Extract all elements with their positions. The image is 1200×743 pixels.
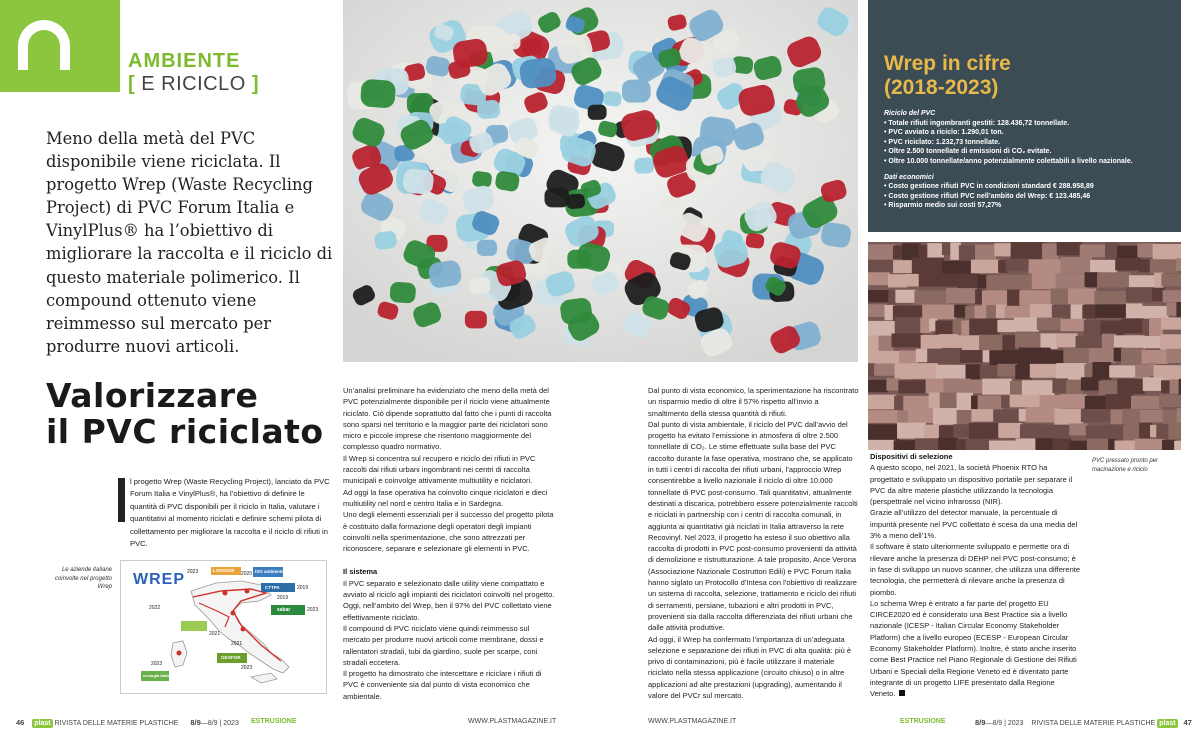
bale-strip — [1109, 365, 1137, 377]
bale-strip — [1111, 409, 1125, 424]
bale-strip — [1056, 333, 1078, 347]
pellet — [465, 311, 487, 329]
bale-strip — [886, 378, 900, 390]
map-year-2: 2020 — [241, 571, 253, 577]
bale-strip — [1082, 305, 1097, 319]
stats-item: • Risparmio medio sui costi 57,27% — [884, 202, 1002, 210]
map-year-10: 2023 — [241, 665, 253, 671]
bale-strip — [868, 304, 887, 317]
bale-strip — [1066, 380, 1083, 395]
footer-url-right[interactable]: WWW.PLASTMAGAZINE.IT — [648, 718, 737, 725]
paragraph: Il progetto ha dimostrato che intercettare e riciclare i rifiuti di PVC è conveniente sia dal punto di vista economico che ambientale. — [343, 669, 542, 701]
page-number-right: 47 — [1183, 718, 1192, 727]
bale-strip — [1166, 349, 1181, 363]
body-column-2 — [648, 385, 860, 701]
bale-strip — [893, 260, 914, 273]
bale-strip — [971, 260, 1000, 274]
bale-strip — [919, 273, 943, 287]
bale-strip — [926, 379, 946, 394]
issue-number: 8/9 — [190, 718, 201, 727]
bale-strip — [1035, 438, 1054, 450]
bale-strip — [1015, 333, 1042, 349]
paragraph: Il Wrep si concentra sul recupero e riciclo dei rifiuti in PVC raccolti dai rifiuti urbani ingombranti nei centri di raccolta municipali e coinvolge attivamente multiutility e riciclatori. — [343, 453, 536, 486]
bale-strip — [1129, 275, 1156, 288]
stats-item: • Oltre 2.500 tonnellate di emissioni di CO₂ evitate. — [884, 148, 1052, 156]
bale-strip — [868, 424, 899, 440]
bale-strip — [1052, 378, 1068, 393]
pellet — [360, 79, 396, 109]
bale-strip — [994, 243, 1012, 256]
stats-item: • Oltre 10.000 tonnellate/anno potenzialmente colettabili a livello nazionale. — [884, 157, 1133, 165]
bale-strip — [1026, 407, 1057, 422]
bale-strip — [971, 409, 995, 421]
subheading-sistema: Il sistema — [343, 567, 378, 577]
bale-strip — [1142, 350, 1169, 364]
map-caption: Le aziende italiane coinvolte nel progetto Wrep — [54, 567, 112, 590]
section-label: AMBIENTE — [128, 50, 241, 72]
company-logo-6: ecologia Italia — [143, 673, 170, 678]
bale-strip — [927, 349, 947, 364]
end-mark-icon — [899, 690, 905, 696]
bale-strip — [1040, 395, 1063, 409]
bale-strip — [1051, 288, 1070, 306]
bale-strip — [894, 440, 917, 450]
article-title: Valorizzare il PVC riciclato — [46, 376, 324, 451]
bale-strip — [997, 320, 1016, 332]
bale-strip — [1040, 333, 1057, 349]
footer-url-left[interactable]: WWW.PLASTMAGAZINE.IT — [468, 718, 557, 725]
bale-strip — [969, 379, 984, 393]
bale-strip — [888, 274, 907, 287]
bale-strip — [1007, 289, 1021, 307]
bale-strip — [1037, 318, 1063, 331]
bale-strip — [1010, 395, 1042, 408]
company-logo-5: GEOFOR — [221, 655, 241, 660]
pellet — [745, 233, 765, 250]
stats-item: • Costo gestione rifiuti PVC in condizioni standard € 288.958,89 — [884, 183, 1094, 191]
bale-strip — [1060, 257, 1092, 273]
bale-strip — [868, 272, 890, 285]
bale-strip — [895, 363, 913, 379]
pellet — [476, 99, 500, 119]
bale-strip — [1060, 319, 1085, 331]
bale-strip — [938, 438, 958, 450]
bale-strip — [1095, 304, 1128, 317]
bale-strip — [1179, 379, 1181, 395]
bale-strip — [1153, 244, 1181, 261]
bale-strip — [993, 409, 1021, 424]
stats-heading-economic: Dati economici — [884, 173, 934, 181]
bale-strip — [1137, 243, 1154, 257]
bale-strip — [868, 380, 888, 392]
bale-strip — [998, 423, 1022, 438]
bale-strip — [868, 290, 890, 302]
paragraph: Il compound di PVC riciclato viene quindi reimmesso sul mercato per produrre nuovi articoli come membrane, dossi e rallentatori stradali, tubi da giardino, suole per scarpe, coni stradali eccetera. — [343, 623, 544, 667]
bale-strip — [1068, 288, 1096, 304]
bale-strip — [1015, 365, 1031, 379]
bale-strip — [933, 408, 959, 425]
bale-strip — [916, 349, 929, 362]
pellets-image — [343, 0, 858, 362]
bale-strip — [942, 261, 973, 276]
paragraph: Grazie all’utilizzo del detector manuale, la percentuale di impurità presente nel PVC collettato è scesa da una media del 3% a meno dell’1%. — [870, 508, 1078, 541]
bale-strip — [1071, 304, 1085, 320]
bale-strip — [1081, 409, 1113, 422]
bale-strip — [1160, 334, 1181, 350]
footer-section-right: ESTRUSIONE — [900, 718, 946, 725]
bale-strip — [1057, 242, 1082, 255]
bale-strip — [1114, 335, 1145, 349]
bale-strip — [1085, 396, 1108, 409]
stats-item: • PVC avviato a riciclo: 1.290,01 ton. — [884, 129, 1004, 137]
bale-strip — [1094, 291, 1128, 304]
map-year-4: 2022 — [149, 605, 161, 611]
stats-box-title: Wrep in cifre (2018-2023) — [884, 52, 1011, 99]
map-year-8: 2021 — [231, 641, 243, 647]
footer-left — [16, 718, 239, 728]
bale-strip — [897, 423, 926, 439]
bale-strip — [910, 363, 937, 379]
bale-strip — [905, 274, 920, 287]
body-column-3 — [870, 451, 1082, 700]
bale-strip — [922, 305, 956, 320]
bale-strip — [989, 441, 1018, 450]
bale-strip — [1001, 275, 1034, 291]
bale-strip — [1176, 258, 1181, 271]
bale-strip — [868, 244, 895, 261]
bale-strip — [1162, 440, 1176, 450]
bale-strip — [1131, 396, 1161, 409]
bale-strip — [1010, 381, 1024, 396]
pvc-pellets-photo — [343, 0, 858, 362]
bale-strip — [912, 258, 944, 274]
subheading-dispositivi: Dispositivi di selezione — [870, 452, 953, 461]
bale-strip — [902, 243, 921, 260]
paragraph: Lo schema Wrep è entrato a far parte del progetto EU CIRCE2020 ed è considerato una Best Practice sia a livello nazionale (ICESP - Italian Circular Economy Stakeholder Platform) che a livello europeo (ECESP - European Circular Economy Stakeholder Platform). Inoltre, è stato anche inserito come Best Practice nel Piano Regionale di Gestione dei Rifiuti Urbani e Speciali della Regione Veneto ed è diventato parte integrante di un progetto LIFE presentato dalla Regione Veneto. — [870, 598, 1077, 699]
bale-strip — [982, 379, 1012, 395]
bale-strip — [1121, 348, 1144, 365]
bale-strip — [1019, 348, 1051, 366]
bale-strip — [1102, 424, 1125, 440]
stats-item: • PVC riciclato: 1.232,73 tonnellate. — [884, 138, 1001, 146]
bale-strip — [1089, 348, 1116, 363]
body-column-1 — [343, 385, 556, 702]
bale-strip — [1019, 290, 1052, 305]
map-year-5: 2019 — [277, 595, 289, 601]
bale-strip — [1060, 394, 1086, 408]
bale-strip — [979, 335, 1004, 352]
bale-strip — [957, 410, 974, 424]
bale-strip — [1102, 334, 1116, 350]
bale-strip — [1150, 259, 1178, 273]
bale-strip — [975, 305, 989, 318]
pellet — [588, 105, 607, 120]
bale-strip — [868, 395, 896, 410]
pellet — [389, 281, 416, 303]
bale-strip — [997, 364, 1017, 377]
footer-section-left: ESTRUSIONE — [251, 718, 297, 725]
bale-strip — [945, 348, 962, 364]
bale-strip — [1005, 306, 1032, 318]
bale-strip — [878, 336, 893, 353]
company-logo-4: sabar — [277, 607, 291, 613]
map-year-7: 2021 — [209, 631, 221, 637]
stats-item: • Costo gestione rifiuti PVC nell’ambito del Wrep: € 123.485,46 — [884, 192, 1091, 200]
bale-strip — [874, 363, 896, 375]
bale-strip — [1163, 290, 1181, 302]
map-year-9: 2023 — [151, 661, 163, 667]
paragraph: Uno degli elementi essenziali per il successo del progetto pilota è costituito dalla formazione degli operatori degli impianti coinvolti nella sperimentazione, che sono attrezzati per riconoscere, separare e selezionare gli elementi in PVC. — [343, 510, 554, 554]
bale-strip — [953, 424, 971, 437]
bale-strip — [969, 423, 1000, 439]
company-logo-2: ISO ambiente — [255, 569, 284, 574]
bale-strip — [946, 288, 977, 303]
bale-strip — [1176, 302, 1181, 318]
bale-strip — [975, 244, 996, 259]
magazine-name: RIVISTA DELLE MATERIE PLASTICHE — [1031, 720, 1156, 727]
bale-strip — [891, 333, 922, 347]
bale-strip — [1159, 395, 1181, 407]
bale-strip — [1032, 272, 1058, 289]
stats-box — [868, 0, 1181, 232]
bale-strip — [1052, 439, 1071, 450]
photo-caption: PVC pressato pronto per macinazione e riciclo — [1092, 458, 1159, 473]
section-sublabel: [ E RICICLO ] — [128, 73, 259, 95]
bale-strip — [1161, 317, 1181, 329]
bale-strip — [1056, 363, 1086, 380]
bale-strip — [969, 319, 999, 336]
bale-strip — [924, 425, 941, 440]
pellet — [402, 168, 435, 195]
paragraph: Ad oggi, il Wrep ha confermato l’importanza di un’adeguata selezione e separazione dei rifiuti in PVC di alta qualità: più è privo di contaminazioni, più è facile utilizzare il materiale riciclato nella stessa applicazione (circuito chiuso) o in altre applicazioni ad alte prestazioni (upgrading), aumentando il valore del PVCr sul mercato. — [648, 634, 852, 701]
bale-strip — [1126, 303, 1143, 319]
bale-strip — [1030, 364, 1058, 378]
bale-strip — [1005, 259, 1030, 272]
bale-strip — [1143, 377, 1163, 391]
bale-strip — [939, 334, 957, 348]
page-number-left: 46 — [16, 718, 25, 727]
bale-strip — [1174, 441, 1181, 450]
bale-strip — [1115, 258, 1141, 271]
plast-logo-left: plast — [34, 720, 51, 727]
magazine-name: RIVISTA DELLE MATERIE PLASTICHE — [54, 720, 179, 727]
bale-strip — [1022, 380, 1054, 397]
bale-strip — [915, 438, 940, 450]
stats-item: • Totale rifiuti ingombranti gestiti: 128.436,72 tonnellate. — [884, 119, 1070, 127]
stats-heading-recycling: Riciclo del PVC — [884, 110, 936, 117]
bale-strip — [1069, 441, 1089, 450]
pellet — [518, 57, 557, 90]
bale-strip — [895, 290, 916, 303]
bale-strip — [1140, 410, 1165, 423]
paragraph: Dal punto di vista economico, la sperimentazione ha riscontrato un risparmio medio di oltre il 57% rispetto all’invio a smaltimento della stessa quantità di rifiuti. — [648, 386, 859, 418]
bale-strip — [1117, 379, 1144, 394]
bale-strip — [868, 440, 896, 450]
stats-box-body — [884, 109, 1174, 211]
section-badge-shape — [18, 20, 70, 70]
bale-strip — [1086, 426, 1104, 441]
bales-image — [868, 242, 1181, 450]
issue-date: —8/9 | 2023 — [200, 720, 239, 727]
wrep-logo: WREP — [133, 571, 185, 588]
bale-strip — [941, 274, 959, 287]
bale-strip — [1122, 318, 1144, 333]
bale-strip — [966, 364, 982, 380]
bale-strip — [1002, 335, 1017, 352]
company-logo-1: LONGONI — [213, 568, 234, 573]
bale-strip — [1092, 362, 1111, 380]
bale-strip — [1085, 272, 1099, 287]
bale-strip — [1143, 336, 1163, 348]
paragraph: Ad oggi la fase operativa ha coinvolto cinque riciclatori e dieci multiutility nel nord e centro Italia e in Sardegna. — [343, 487, 548, 508]
bale-strip — [868, 260, 895, 273]
bale-strip — [1080, 245, 1107, 258]
bale-strip — [1069, 423, 1088, 435]
footer-right — [975, 718, 1192, 728]
pellet — [545, 188, 570, 208]
pellet — [469, 277, 490, 295]
bale-strip — [1126, 287, 1154, 302]
pellet — [622, 79, 651, 102]
pvc-bales-photo — [868, 242, 1181, 450]
bale-strip — [1135, 439, 1164, 450]
bale-strip — [1105, 242, 1119, 259]
italy-map-figure — [120, 560, 327, 694]
map-year-6: 2023 — [307, 607, 319, 613]
pellet — [603, 90, 623, 107]
bale-strip — [895, 317, 923, 335]
bale-strip — [1161, 274, 1181, 287]
bale-strip — [1149, 318, 1163, 336]
paragraph: A questo scopo, nel 2021, la società Phoenix RTO ha progettato e sviluppato un dispositivo portatile per separare il PVC da altre materie plastiche utilizzando la tecnologia (perspettrale nel vicino infrarosso (NIR). — [870, 463, 1073, 507]
bale-strip — [1029, 259, 1063, 273]
bale-strip — [940, 393, 959, 410]
bale-strip — [1042, 244, 1059, 262]
issue-date: —8/9 | 2023 — [985, 720, 1024, 727]
bale-strip — [1014, 317, 1039, 331]
bale-strip — [1168, 422, 1181, 439]
bale-strip — [1076, 336, 1104, 349]
bale-strip — [1099, 381, 1120, 395]
bale-strip — [935, 321, 954, 335]
paragraph: Dal punto di vista ambientale, il riciclo del PVC dall’avvio del progetto ha evitato l’emissione in atmosfera di oltre 2.500 tonnellate di CO₂. Le stime effettuate sulla base del PVC raccolto durante la fase operativa, mostrano che, se applicato in tutti i centri di raccolta dei rifiuti urbani, l’approccio Wrep consentirebbe a livello nazionale il riciclo di oltre 10.000 tonnellate di PVC post-consumo. Tali quantitativi, attualmente destinati a discarica, potrebbero essere potenzialmente raccolti e riciclati in partnership con i centri di raccolta comunali, in aggiunta ai quantitativi già riciclati in Italia attraverso la rete Recovinyl. Nel 2023, il progetto ha esteso il suo obiettivo alla raccolta di prodotti in PVC post-consumo provenienti da attività di demolizione e ristrutturazione. A tale proposito, Ance Verona (Associazione Nazionale Costruttori Edili) e PVC Forum Italia hanno siglato un Protocollo d’Intesa con l’obiettivo di realizzare un sistema di raccolta, selezione, trattamento e riciclo dei rifiuti di serramenti, persiane, tubazioni e altri prodotti in PVC, provenienti sia dalla raccolta differenziata dei rifiuti urbani che dalle attività produttive. — [648, 419, 858, 633]
bale-strip — [1084, 320, 1103, 336]
bale-strip — [1097, 272, 1131, 287]
bale-strip — [936, 365, 968, 380]
map-year-3: 2019 — [297, 585, 309, 591]
bale-strip — [1016, 438, 1038, 450]
pellet — [634, 157, 654, 174]
intro-paragraph: l progetto Wrep (Waste Recycling Project), lanciato da PVC Forum Italia e VinylPlus®, ha l’obiettivo di definire le quantità di PVC disponibili per il riciclo in Italia, valutare i quantitativi al momento riciclati e definire schemi pilota di collettamento per migliorare la raccolta e il riciclo di rifiuti in PVC. — [130, 477, 330, 549]
pellet — [477, 240, 497, 256]
bale-strip — [1087, 439, 1110, 450]
issue-number: 8/9 — [975, 718, 986, 727]
bale-strip — [957, 393, 973, 410]
pellet — [501, 34, 520, 49]
bale-strip — [986, 275, 1002, 292]
paragraph: Il PVC separato e selezionato dalle utility viene compattato e avviato al riciclo agli impianti dei riciclatori coinvolti nel progetto. Oggi, nell’ambito del Wrep, ben il 97% del PVC collettato viene effettivamente riciclato. — [343, 578, 555, 622]
bale-strip — [1052, 305, 1073, 320]
bale-strip — [868, 410, 899, 423]
bale-strip — [1115, 441, 1137, 450]
bale-strip — [957, 273, 979, 289]
map-year-1: 2023 — [187, 569, 199, 575]
paragraph: Il software è stato ulteriormente sviluppato e permette ora di rilevare anche la presenza di DEHP nel PVC post-consumo; è in fase di sviluppo un nuovo scanner, che utilizza una differente tecnologia, che permetterà di rilevare anche la presenza di piombo. — [870, 542, 1080, 597]
bale-strip — [966, 439, 991, 450]
bale-strip — [960, 350, 985, 363]
bale-strip — [1081, 377, 1101, 390]
bale-strip — [914, 291, 948, 305]
bale-strip — [1156, 424, 1170, 439]
bale-strip — [898, 380, 927, 393]
company-logo-3: CTTPA — [265, 585, 280, 590]
bale-strip — [1011, 242, 1044, 259]
bale-strip — [927, 243, 944, 259]
lead-paragraph: Meno della metà del PVC disponibile viene riciclata. Il progetto Wrep (Waste Recycling Project) di PVC Forum Italia e VinylPlus® ha l’obiettivo di migliorare la raccolta e il riciclo di questo materiale polimerico. Il compound ottenuto viene reimmesso sul mercato per produrre nuovi articoli. — [46, 129, 333, 356]
paragraph: Un’analisi preliminare ha evidenziato che meno della metà del PVC potenzialmente disponibile per il riciclo viene attualmente riciclato. Ciò dipende soprattutto dal fatto che i punti di raccolta sono sparsi nel territorio e la maggior parte dei riciclatori sono micro e piccole imprese che risentono maggiormente del complesso quadro normativo. — [343, 386, 552, 452]
bale-strip — [908, 408, 935, 423]
plast-logo-right: plast — [1159, 720, 1176, 727]
